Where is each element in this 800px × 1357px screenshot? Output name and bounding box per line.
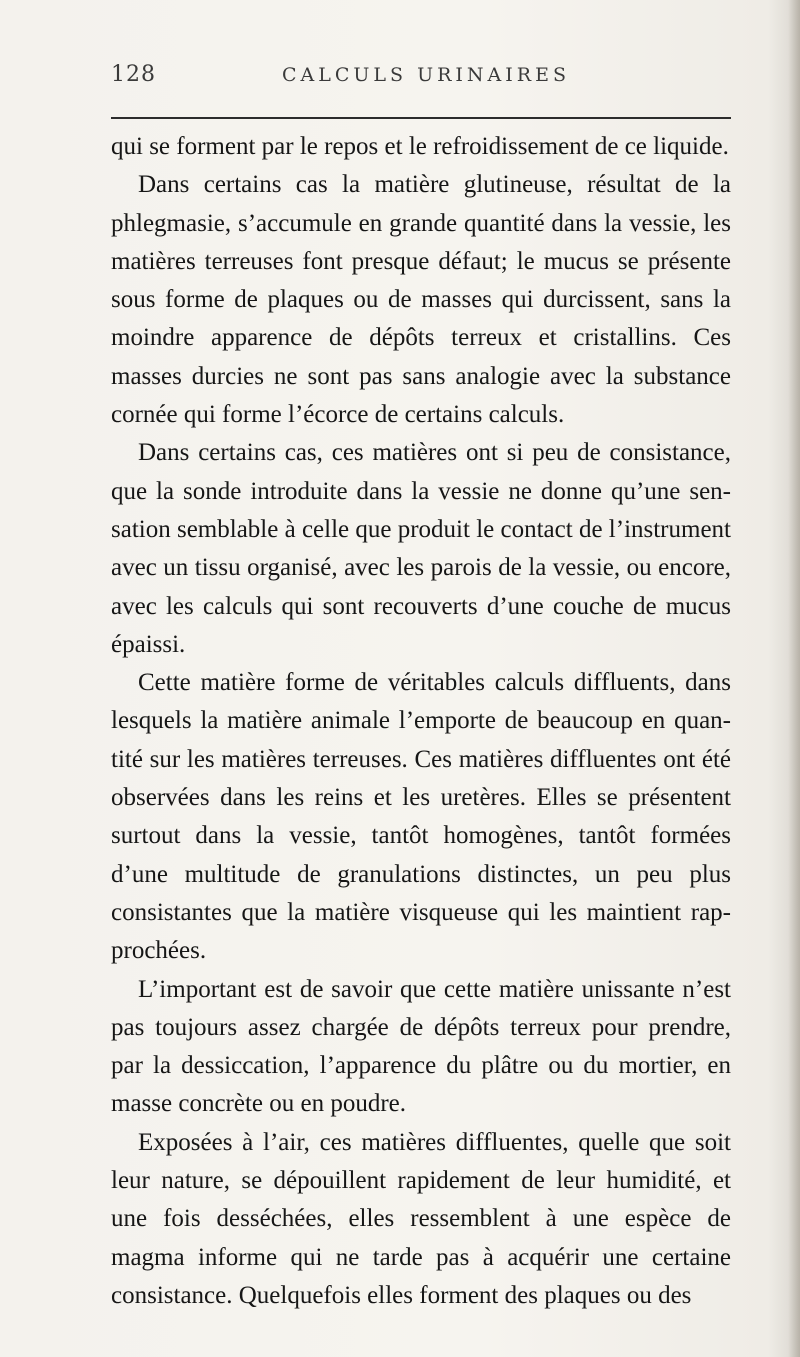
paragraph: L’important est de savoir que cette matière unissante n’est pas toujours assez chargée de dépôts terreux pour prendre, par la dessiccation, l’apparence du plâtre ou du mortier, en masse concrète ou en poudre. <box>111 975 731 1118</box>
running-head <box>111 62 731 92</box>
page-number: 128 <box>111 62 156 87</box>
paragraph: Dans certains cas, ces matières ont si peu de consistance, que la sonde introduite dans la vessie ne donne qu’une sensation semblable à celle que produit le contact de l’instrument avec un tissu organisé, avec les parois de la vessie, ou encore, avec les calculs qui sont recouverts d’une couche de mucus épaissi. <box>111 439 731 658</box>
running-title: CALCULS URINAIRES <box>282 64 570 86</box>
paragraph: Exposées à l’air, ces matières diffluentes, quelle que soit leur nature, se dépouillent rapidement de leur humidité, et une fois desséchées, elles ressemblent à une espèce de magma informe qui ne tarde pas à acquérir une certaine consistance. Quelquefois elles forment des plaques ou des <box>111 1128 731 1309</box>
paragraph-continued: qui se forment par le repos et le refroidissement de ce liquide. <box>111 133 729 160</box>
page-edge-shadow <box>788 0 800 1357</box>
body-text <box>111 128 731 1315</box>
paragraph: Cette matière forme de véritables calculs diffluents, dans lesquels la matière animale l’emporte de beaucoup en quantité sur les matières terreuses. Ces matières diffluentes ont été observées dans les reins et les uretères. Elles se présentent surtout dans la vessie, tantôt homogènes, tantôt formées d’une multitude de granulations distinctes, un peu plus consistantes que la matière visqueuse qui les maintient rapprochées. <box>111 669 731 965</box>
header-rule <box>111 117 731 119</box>
paragraph: Dans certains cas la matière glutineuse, résultat de la phlegmasie, s’accumule en grande quantité dans la vessie, les matières terreuses font presque défaut; le mucus se présente sous forme de plaques ou de masses qui durcissent, sans la moindre apparence de dépôts terreux et cristallins. Ces masses durcies ne sont pas sans analogie avec la substance cornée qui forme l’écorce de certains calculs. <box>111 171 731 429</box>
